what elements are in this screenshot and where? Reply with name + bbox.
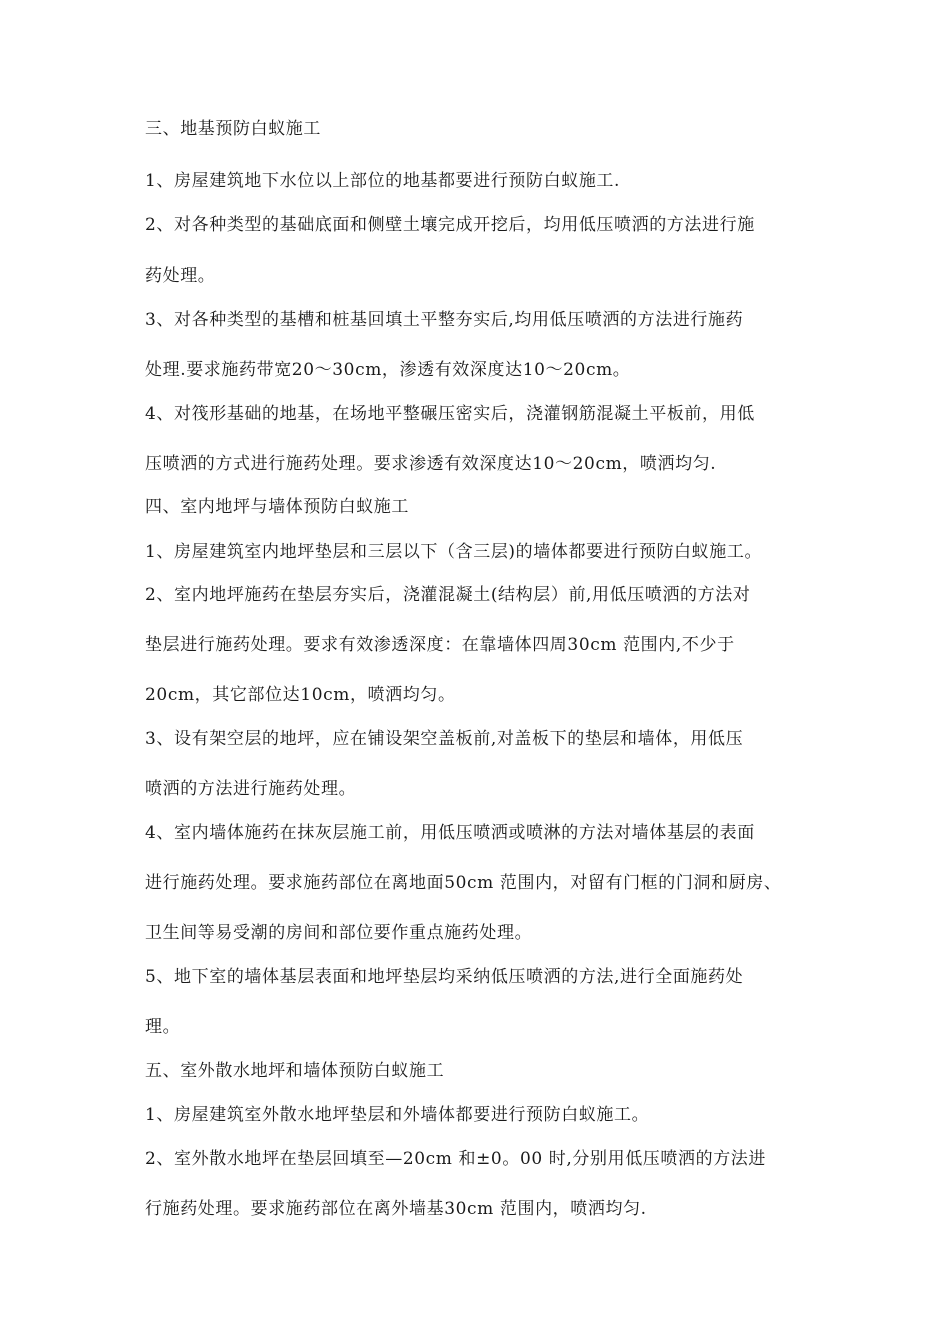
paragraph-line: 1、房屋建筑地下水位以上部位的地基都要进行预防白蚁施工. [145,171,621,191]
paragraph-line: 处理.要求施药带宽20～30cm，渗透有效深度达10～20cm。 [145,360,631,380]
section-heading-3: 三、地基预防白蚁施工 [145,119,321,139]
paragraph-line: 卫生间等易受潮的房间和部位要作重点施药处理。 [145,923,533,943]
paragraph-line: 2、对各种类型的基础底面和侧壁土壤完成开挖后，均用低压喷洒的方法进行施 [145,215,755,235]
paragraph-line: 2、室外散水地坪在垫层回填至—20cm 和±0。00 时,分别用低压喷洒的方法进 [145,1149,766,1169]
section-heading-5: 五、室外散水地坪和墙体预防白蚁施工 [145,1061,445,1081]
paragraph-line: 进行施药处理。要求施药部位在离地面50cm 范围内，对留有门框的门洞和厨房、 [145,873,782,893]
paragraph-line: 3、对各种类型的基槽和桩基回填土平整夯实后,均用低压喷洒的方法进行施药 [145,310,744,330]
paragraph-line: 2、室内地坪施药在垫层夯实后，浇灌混凝土(结构层）前,用低压喷洒的方法对 [145,585,751,605]
paragraph-line: 1、房屋建筑室内地坪垫层和三层以下（含三层)的墙体都要进行预防白蚁施工。 [145,542,763,562]
section-heading-4: 四、室内地坪与墙体预防白蚁施工 [145,497,409,517]
paragraph-line: 20cm，其它部位达10cm，喷洒均匀。 [145,685,456,705]
paragraph-line: 压喷洒的方式进行施药处理。要求渗透有效深度达10～20cm，喷洒均匀. [145,454,717,474]
paragraph-line: 喷洒的方法进行施药处理。 [145,779,357,799]
paragraph-line: 4、室内墙体施药在抹灰层施工前，用低压喷洒或喷淋的方法对墙体基层的表面 [145,823,755,843]
paragraph-line: 垫层进行施药处理。要求有效渗透深度：在靠墙体四周30cm 范围内,不少于 [145,635,735,655]
paragraph-line: 4、对筏形基础的地基，在场地平整碾压密实后，浇灌钢筋混凝土平板前，用低 [145,404,755,424]
paragraph-line: 行施药处理。要求施药部位在离外墙基30cm 范围内，喷洒均匀. [145,1199,647,1219]
paragraph-line: 理。 [145,1017,181,1037]
paragraph-line: 5、地下室的墙体基层表面和地坪垫层均采纳低压喷洒的方法,进行全面施药处 [145,967,744,987]
paragraph-line: 药处理。 [145,266,216,286]
paragraph-line: 3、设有架空层的地坪，应在铺设架空盖板前,对盖板下的垫层和墙体，用低压 [145,729,744,749]
paragraph-line: 1、房屋建筑室外散水地坪垫层和外墙体都要进行预防白蚁施工。 [145,1105,650,1125]
